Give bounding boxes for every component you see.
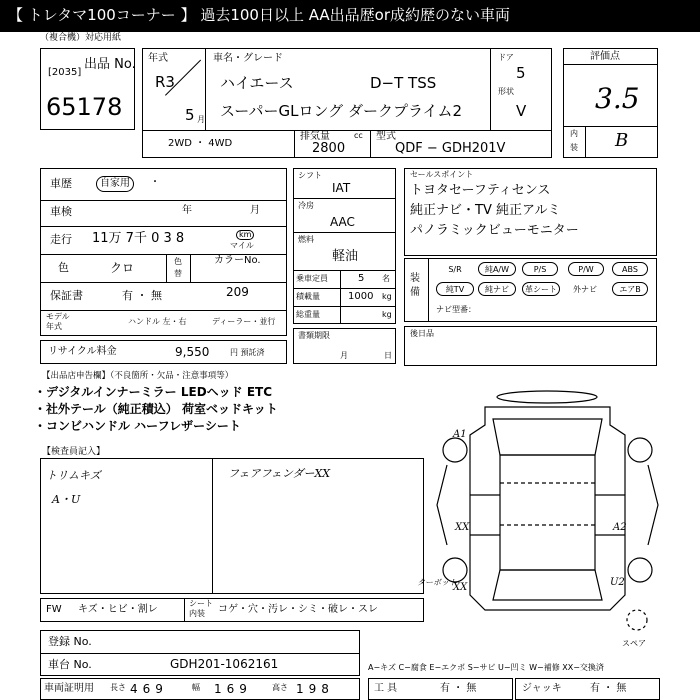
- chassis-value: GDH201-1062161: [170, 657, 279, 671]
- displacement-value: 2800: [312, 141, 346, 156]
- equip-abs: ABS: [612, 262, 648, 276]
- selling-point-3: パノラミックビューモニター: [410, 223, 579, 238]
- vehicle-label: 車名・グレード: [213, 53, 283, 64]
- seller-note-1: ・デジタルインナーミラー LEDヘッド ETC: [34, 385, 273, 399]
- navi-model-label: ナビ型番：: [436, 305, 476, 314]
- seller-note-3: ・コンビハンドル ハーフレザーシート: [34, 419, 241, 433]
- selling-point-2: 純正ナビ・TV 純正アルミ: [410, 203, 561, 218]
- weight-unit: kg: [382, 310, 392, 319]
- cert-len-label: 長さ: [110, 683, 126, 692]
- cert-len: 469: [130, 682, 168, 696]
- lot-code: [2035]: [48, 67, 82, 78]
- document-due-day: 日: [384, 351, 392, 360]
- fw-text: キズ・ヒビ・割レ: [78, 604, 158, 615]
- equip-airbag: エアB: [612, 282, 648, 296]
- interior-label1: 内: [570, 129, 578, 138]
- color-no-value: 209: [226, 285, 249, 299]
- lot-label: 出品 No.: [84, 57, 136, 72]
- seat-label1: シート: [189, 599, 213, 608]
- inspector-note-1: トリムキズ: [46, 469, 101, 482]
- fw-label: FW: [46, 604, 62, 615]
- top-banner: [0, 0, 700, 32]
- score-label: 評価点: [590, 51, 620, 62]
- doors-label: ドア: [498, 53, 514, 62]
- history-value: 自家用: [96, 176, 134, 192]
- damage-legend: A−キズ C−腐食 E−エクボ S−サビ U−凹ミ W−補修 XX−交換済: [368, 663, 604, 672]
- model-code-label: 型式: [376, 131, 396, 142]
- equipment-label: 装備: [410, 273, 420, 298]
- shape-label: 形状: [498, 87, 514, 96]
- tools-label: 工 具: [374, 683, 398, 694]
- weight-label: 総重量: [296, 310, 320, 319]
- recycle-label: リサイクル料金: [48, 346, 117, 357]
- mileage-mile: マイル: [230, 241, 254, 250]
- color-value: クロ: [110, 261, 135, 275]
- vehicle-grade2: スーパーGLロング ダークプライム2: [220, 102, 463, 120]
- equip-aw: 純A/W: [478, 262, 516, 276]
- drive-type: 2WD ・ 4WD: [168, 138, 233, 149]
- equip-ps: P/S: [522, 262, 558, 276]
- score-value: 3.5: [595, 82, 640, 115]
- lot-number: 65178: [46, 93, 123, 121]
- handle-text: ハンドル 左・右: [128, 317, 187, 326]
- equip-pw: P/W: [568, 262, 604, 276]
- spare-label: スペア: [622, 639, 646, 648]
- inspection-label: 車検: [50, 205, 72, 218]
- warranty-label: 保証書: [50, 289, 83, 302]
- banner-title: 【 トレタマ100コーナー 】 過去100日以上 AA出品歴or成約歴のない車両: [8, 6, 511, 24]
- equip-leather: 革シート: [522, 282, 560, 296]
- shape-value: V: [516, 102, 527, 120]
- damage-mark-xx-rear: XX: [453, 582, 468, 593]
- load-value: 1000: [348, 291, 374, 302]
- history-label: 車歴: [50, 177, 72, 190]
- selling-point-1: トヨタセーフティセンス: [410, 183, 551, 198]
- vehicle-grade1: D−T TSS: [370, 74, 437, 92]
- equip-navi: 純ナビ: [478, 282, 516, 296]
- document-due-label: 書類期限: [298, 331, 330, 340]
- model-code-value: QDF − GDH201V: [395, 141, 506, 156]
- capacity-unit: 名: [382, 274, 390, 283]
- cert-label: 車両証明用: [44, 683, 94, 694]
- inspection-year: 年: [182, 205, 192, 216]
- shift-label: シフト: [298, 171, 322, 180]
- mileage-label: 走行: [50, 233, 72, 246]
- fuel-value: 軽油: [332, 249, 359, 264]
- inspector-title: 【検査員記入】: [42, 447, 106, 457]
- doors-value: 5: [516, 64, 526, 82]
- load-unit: kg: [382, 292, 392, 301]
- cert-wid: 169: [214, 682, 252, 696]
- damage-mark-xx-left: XX: [455, 522, 470, 533]
- color-no-label: カラーNo.: [214, 255, 261, 266]
- fuel-label: 燃料: [298, 235, 314, 244]
- vehicle-name: ハイエース: [220, 74, 294, 92]
- recycle-unit: 円 預託済: [230, 348, 265, 357]
- post-note-label: 後日品: [410, 329, 434, 338]
- model-year-label: 年式: [148, 53, 168, 64]
- chassis-label: 車台 No.: [48, 658, 92, 671]
- mileage-value: 11万 7千 0 3 8: [92, 231, 185, 246]
- post-note-box: [404, 326, 657, 366]
- jack-value: 有 ・ 無: [590, 683, 627, 694]
- seller-notes-title: 【出品店申告欄】（不良箇所・欠品・注意事項等）: [42, 371, 234, 381]
- model-row-label2: 年式: [46, 322, 62, 331]
- recycle-value: 9,550: [175, 345, 210, 359]
- interior-value: B: [615, 130, 629, 151]
- cert-hei: 198: [296, 682, 334, 696]
- car-damage-diagram: [417, 395, 670, 635]
- color-change-label2: 替: [174, 269, 182, 278]
- damage-mark-a1: A1: [453, 429, 467, 440]
- inspector-note-3: フェアフェンダーXX: [228, 467, 331, 480]
- cert-wid-label: 幅: [192, 683, 200, 692]
- mileage-km: km: [236, 230, 254, 240]
- inspector-note-2: A・U: [52, 493, 81, 506]
- damage-mark-a2: A2: [613, 522, 627, 533]
- inspection-month: 月: [250, 205, 260, 216]
- selling-points-label: セールスポイント: [410, 170, 474, 179]
- equip-tv: 純TV: [436, 282, 474, 296]
- reg-no-label: 登録 No.: [48, 635, 92, 648]
- warranty-value: 有 ・ 無: [122, 289, 162, 302]
- seller-note-2: ・社外テール（純正積込） 荷室ベッドキット: [34, 402, 278, 416]
- cert-hei-label: 高さ: [272, 683, 288, 692]
- damage-mark-u2: U2: [610, 577, 625, 588]
- load-label: 積載量: [296, 292, 320, 301]
- interior-label2: 装: [570, 143, 578, 152]
- document-due-month: 月: [340, 351, 348, 360]
- equip-sr: S/R: [436, 262, 474, 276]
- color-label: 色: [58, 261, 69, 274]
- jack-label: ジャッキ: [522, 683, 562, 694]
- model-row-label1: モデル: [46, 312, 70, 321]
- history-suffix: ・: [150, 177, 160, 188]
- displacement-label: 排気量: [300, 131, 330, 142]
- seat-text: コゲ・穴・汚レ・シミ・破レ・スレ: [218, 604, 378, 615]
- displacement-unit: cc: [354, 131, 363, 140]
- model-year-month: 5: [185, 106, 195, 124]
- equip-ext-navi: 外ナビ: [566, 282, 604, 296]
- model-year-month-unit: 月: [197, 115, 205, 124]
- tools-value: 有 ・ 無: [440, 683, 477, 694]
- shift-value: IAT: [332, 181, 351, 195]
- sub-note: （複合機）対応用紙: [40, 33, 122, 43]
- diagram-tag: ターボット: [417, 578, 457, 587]
- color-change-label1: 色: [174, 257, 182, 266]
- capacity-label: 乗車定員: [296, 274, 328, 283]
- aircon-value: AAC: [330, 215, 355, 229]
- capacity-value: 5: [358, 273, 365, 284]
- seat-label2: 内装: [189, 609, 205, 618]
- aircon-label: 冷房: [298, 201, 314, 210]
- model-year-era: R3: [155, 73, 175, 91]
- dealer-text: ディーラー・並行: [212, 317, 276, 326]
